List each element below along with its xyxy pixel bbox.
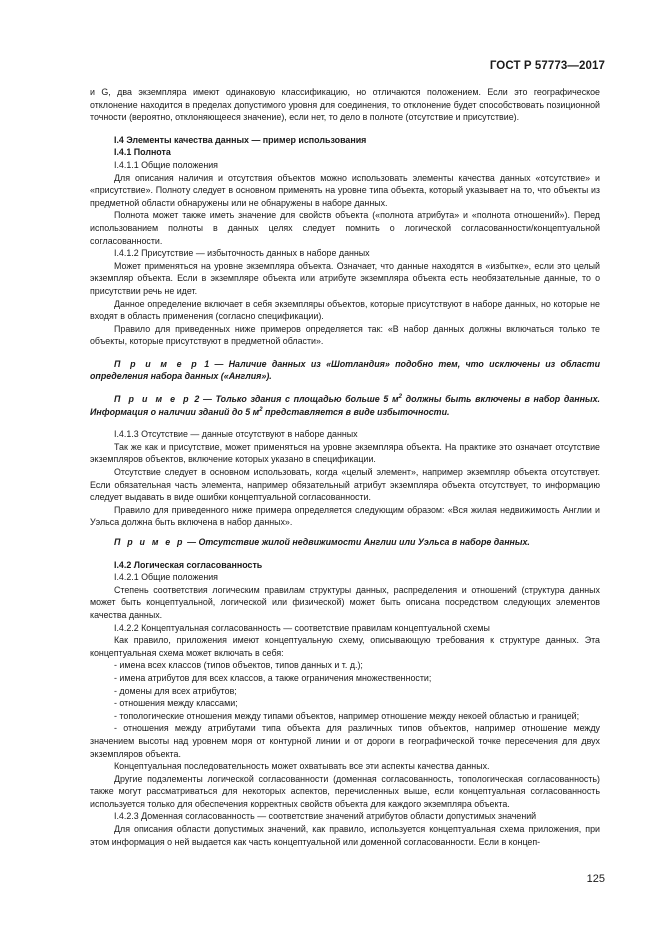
paragraph: Данное определение включает в себя экземпляры объектов, которые присутствуют в наборе данных, но которые не входят в область применения (согласно спецификации). [90, 298, 600, 322]
example-text: представляется в виде избыточности. [262, 406, 450, 417]
superscript: 2 [398, 394, 402, 401]
section-heading: I.4 Элементы качества данных — пример использования [114, 134, 367, 145]
paragraph: Правило для приведенного ниже примера определяется следующим образом: «Вся жилая недвижимость Англии и Уэльса должна быть включена в набор данных». [90, 504, 600, 528]
paragraph: Концептуальная последовательность может охватывать все эти аспекты качества данных. [114, 761, 490, 772]
paragraph: Может применяться на уровне экземпляра объекта. Означает, что данные находятся в «избытке», если это целый экземпляр объекта. Если в экземпляре объекта или атрибуте экземпляра объекта есть необязательные данные, то о присутствии речь не идет. [90, 260, 600, 296]
example-text: 2 — Только здания с площадью больше 5 м [194, 394, 399, 405]
page-body [90, 86, 600, 848]
list-item: - топологические отношения между типами объектов, например отношение между некоей областью и границей; [114, 710, 580, 721]
paragraph: Другие подэлементы логической согласованности (доменная согласованность, топологическая согласованность) также могут рассматриваться для некоторых аспектов, перечисленных выше, если концептуальная согласованность используется только для обеспечения корректных свойств объекта для каждого экземпляра объекта. [90, 773, 600, 809]
clause-heading: I.4.1.3 Отсутствие — данные отсутствуют в наборе данных [114, 429, 358, 440]
paragraph: Для описания наличия и отсутствия объектов можно использовать элементы качества данных «отсутствие» и «присутствие». Полноту следует в основном применять на уровне типа объекта, который указывает на то, что объекты из предметной области обнаружены или не обнаружены в наборе данных. [90, 172, 600, 208]
superscript: 2 [259, 406, 263, 413]
paragraph: и G, два экземпляра имеют одинаковую классификацию, но отличаются положением. Если это географическое отклонение находится в пределах допустимого уровня для соединения, то отклонение будет способствовать позиционной точности (вероятно, отклоняющееся значение), если нет, то дело в полноте (отсутствие и присутствие). [90, 87, 600, 123]
clause-heading: I.4.1.2 Присутствие — избыточность данных в наборе данных [114, 248, 370, 259]
clause-heading: I.4.1.1 Общие положения [114, 159, 218, 170]
list-item: - отношения между атрибутами типа объекта для различных типов объектов, например отношение между значением высоты над уровнем моря от контурной линии и от дороги в географической точке пересечения для двух экземпляров объекта. [90, 723, 600, 759]
paragraph: Степень соответствия логическим правилам структуры данных, распределения и отношений (структура данных может быть концептуальной, логической или физической) может быть описана посредством следующих элементов качества данных. [90, 584, 600, 620]
document-header: ГОСТ Р 57773—2017 [489, 60, 605, 72]
example-1 [90, 358, 600, 383]
example-label: П р и м е р [114, 358, 199, 369]
example-text: должны быть включены в набор данных. Информация о наличии зданий до 5 м [90, 394, 600, 417]
example-text: 1 — Наличие данных из «Шотландия» подобно тем, что исключены из области определения набора данных («Англия»). [90, 358, 600, 382]
clause-heading: I.4.2.3 Доменная согласованность — соответствие значений атрибутов области допустимых значений [114, 811, 537, 822]
subsection-heading: I.4.2 Логическая согласованность [114, 559, 263, 570]
example-label: П р и м е р [114, 537, 185, 547]
clause-heading: I.4.2.2 Концептуальная согласованность — соответствие правилам концептуальной схемы [114, 622, 490, 633]
paragraph: Полнота может также иметь значение для свойств объекта («полнота атрибута» и «полнота отношений»). Перед использованием полноты в данных целях следует помнить о логической согласованности/концептуальной согласованности. [90, 210, 600, 246]
paragraph: Так же как и присутствие, может применяться на уровне экземпляра объекта. На практике это означает отсутствие экземпляров объектов, включение которых указано в спецификации. [90, 441, 600, 465]
paragraph: Отсутствие следует в основном использовать, когда «целый элемент», например экземпляр объекта отсутствует. Если обязательная часть элемента, например обязательный атрибут экземпляра объекта отсутствует, то информацию следует выдавать в виде ошибки концептуальной согласованности. [90, 467, 600, 503]
example-2 [90, 393, 600, 418]
subsection-heading: I.4.1 Полнота [114, 147, 171, 158]
example-3 [90, 536, 600, 549]
page-number: 125 [586, 873, 605, 885]
list-item: - имена всех классов (типов объектов, типов данных и т. д.); [114, 660, 363, 671]
list-item: - домены для всех атрибутов; [114, 685, 237, 696]
paragraph: Для описания области допустимых значений, как правило, используется концептуальная схема приложения, при этом информация о ней выдается как часть концептуальной или доменной согласованности. Если в концеп- [90, 824, 600, 847]
paragraph: Правило для приведенных ниже примеров определяется так: «В набор данных должны включаться только те объекты, которые присутствуют в предметной области». [90, 323, 600, 347]
example-text: — Отсутствие жилой недвижимости Англии или Уэльса в наборе данных. [184, 537, 530, 547]
list-item: - имена атрибутов для всех классов, а также ограничения множественности; [114, 672, 432, 683]
example-label: П р и м е р [114, 394, 191, 405]
paragraph: Как правило, приложения имеют концептуальную схему, описывающую требования к структуре данных. Эта концептуальная схема может включать в себя: [90, 635, 600, 658]
list-item: - отношения между классами; [114, 698, 238, 709]
clause-heading: I.4.2.1 Общие положения [114, 572, 218, 583]
